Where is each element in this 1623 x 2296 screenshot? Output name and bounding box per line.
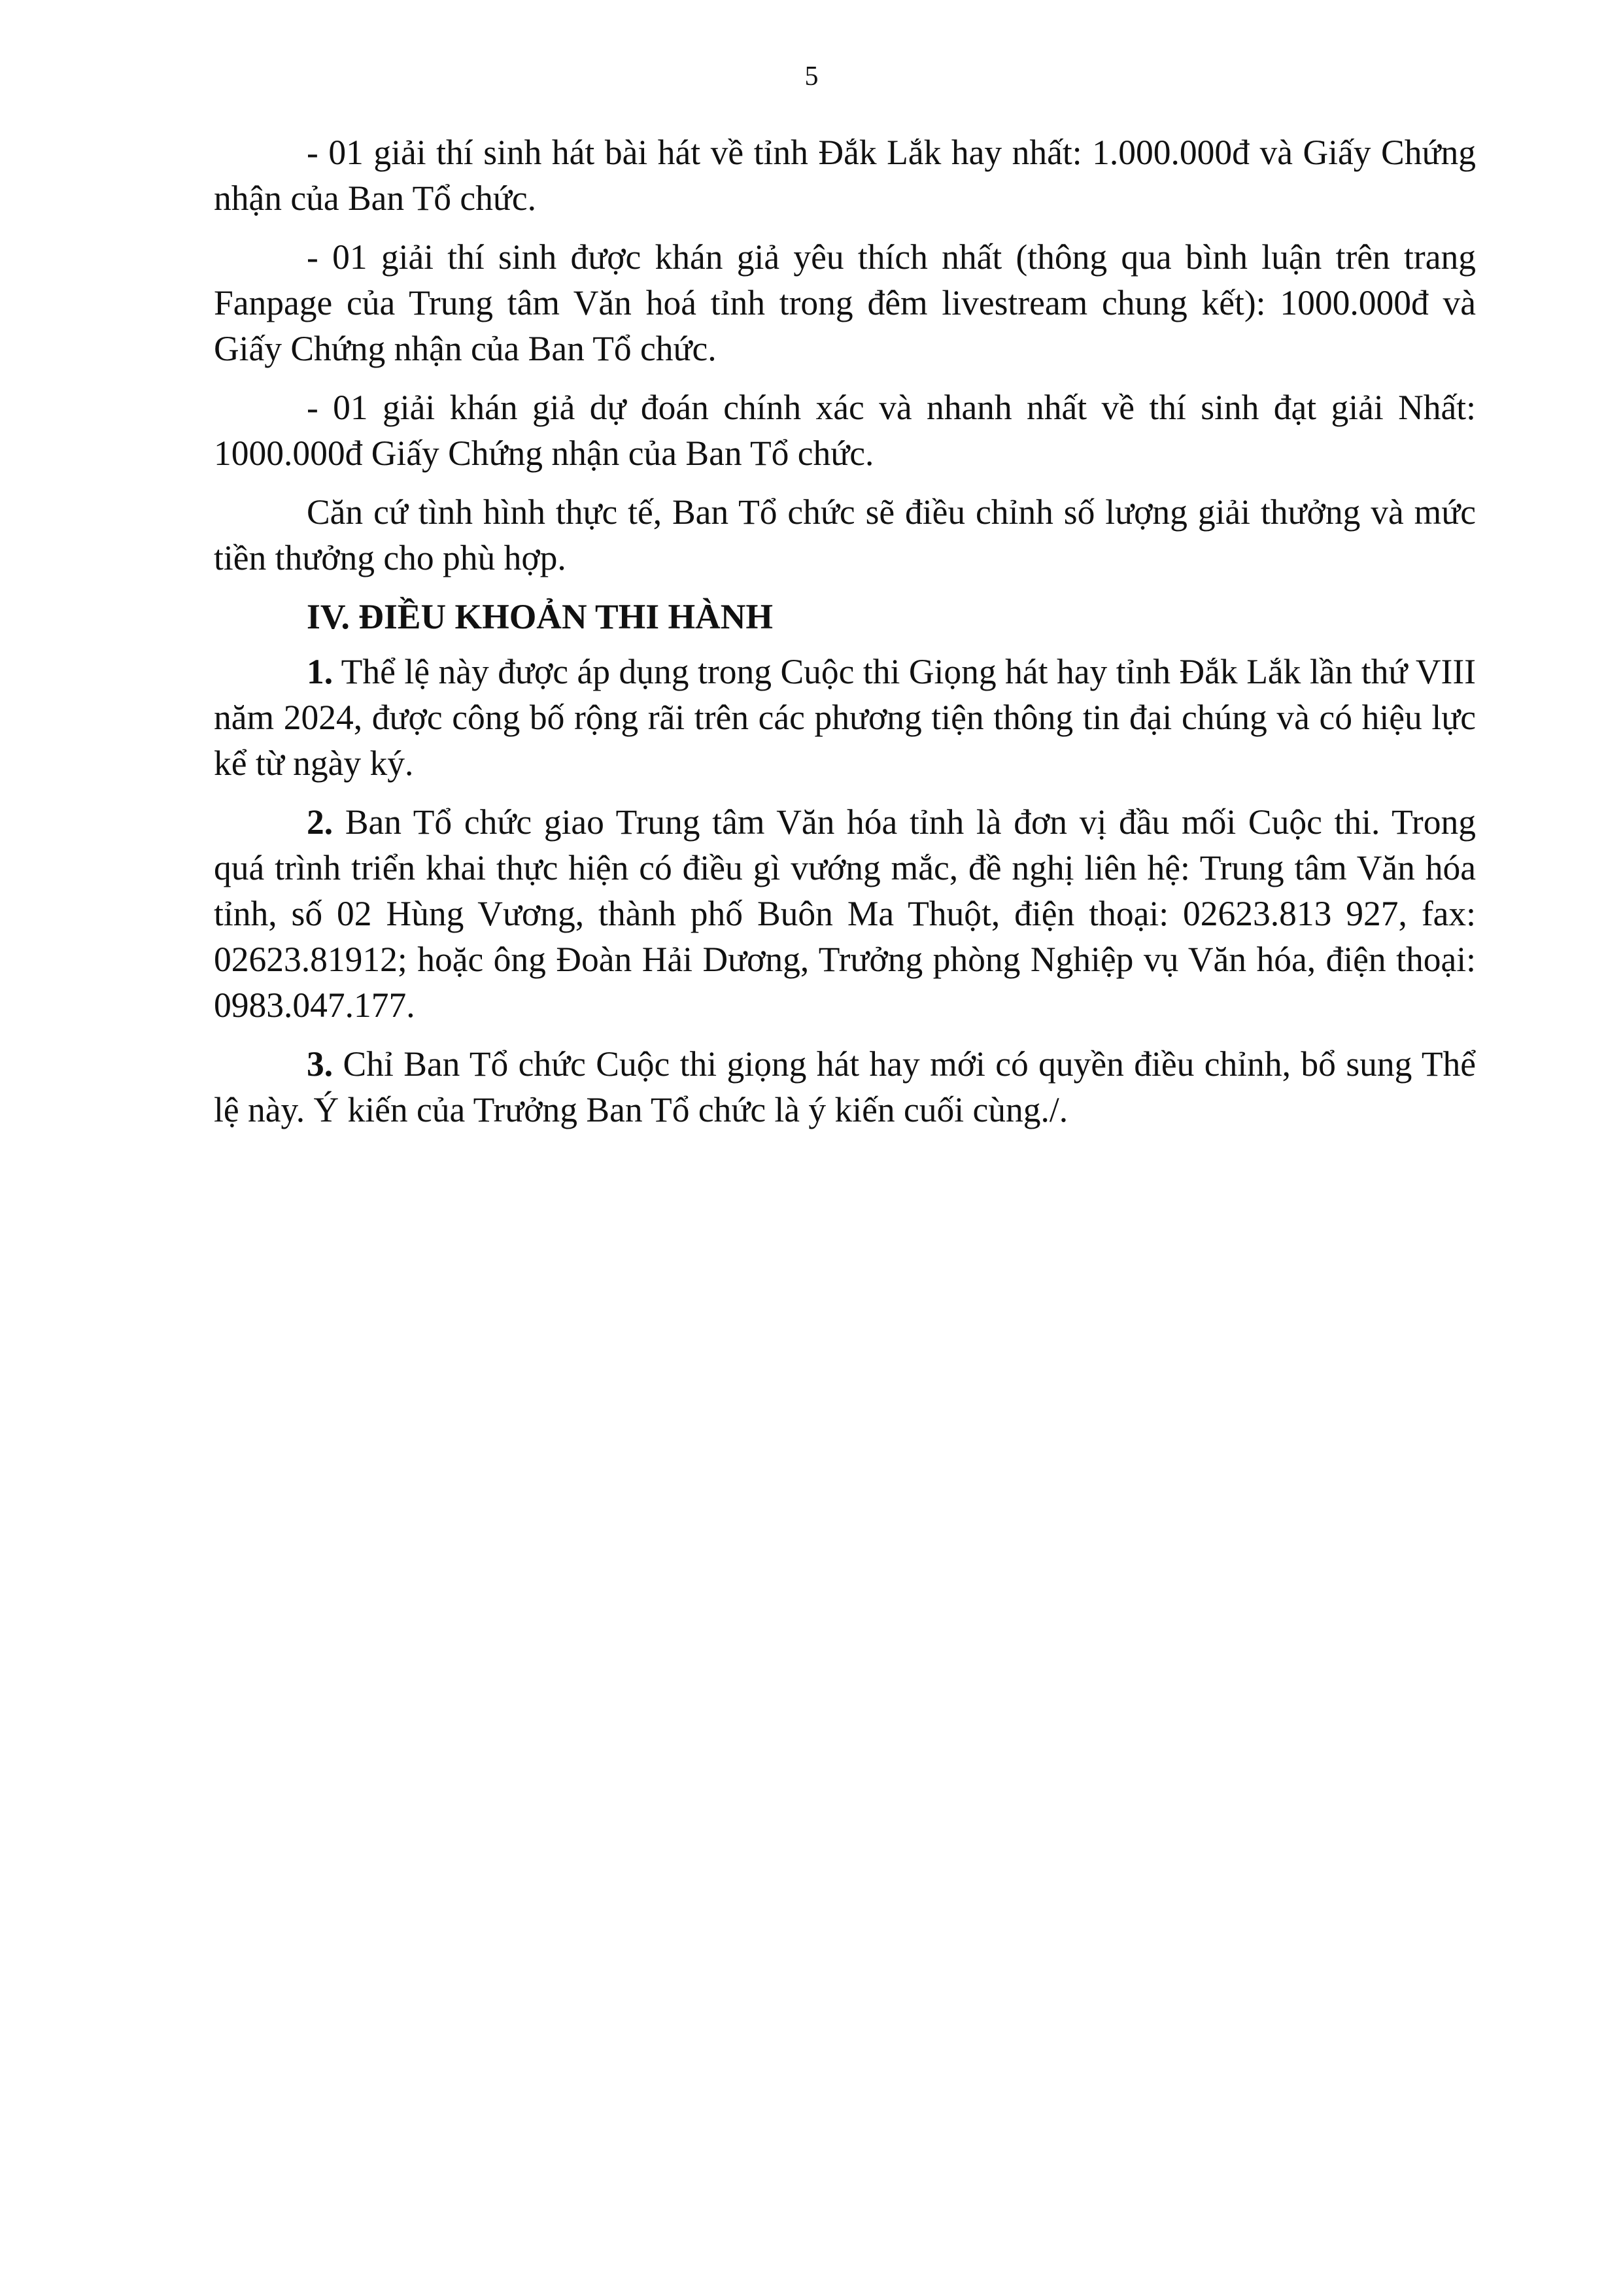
clause-number: 2. (307, 802, 333, 842)
prize-item: - 01 giải thí sinh hát bài hát về tỉnh Đắk Lắk hay nhất: 1.000.000đ và Giấy Chứng nhận của Ban Tổ chức. (214, 133, 1476, 218)
clause-1 (214, 649, 1476, 786)
prize-item: - 01 giải thí sinh được khán giả yêu thích nhất (thông qua bình luận trên trang Fanpage của Trung tâm Văn hoá tỉnh trong đêm livestream chung kết): 1000.000đ và Giấy Chứng nhận của Ban Tổ chức. (214, 237, 1476, 368)
clause-3 (214, 1041, 1476, 1133)
document-body (214, 129, 1476, 1146)
prize-item: - 01 giải khán giả dự đoán chính xác và nhanh nhất về thí sinh đạt giải Nhất: 1000.000đ Giấy Chứng nhận của Ban Tổ chức. (214, 388, 1476, 473)
page-number: 5 (804, 61, 819, 92)
clause-text: Ban Tổ chức giao Trung tâm Văn hóa tỉnh là đơn vị đầu mối Cuộc thi. Trong quá trình triển khai thực hiện có điều gì vướng mắc, đề nghị liên hệ: Trung tâm Văn hóa tỉnh, số 02 Hùng Vương, thành phố Buôn Ma Thuột, điện thoại: 02623.813 927, fax: 02623.81912; hoặc ông Đoàn Hải Dương, Trưởng phòng Nghiệp vụ Văn hóa, điện thoại: 0983.047.177. (214, 802, 1476, 1025)
clause-number: 1. (307, 652, 333, 691)
clause-text: Chỉ Ban Tổ chức Cuộc thi giọng hát hay mới có quyền điều chỉnh, bổ sung Thể lệ này. Ý kiến của Trưởng Ban Tổ chức là ý kiến cuối cùng./. (214, 1044, 1476, 1129)
clause-number: 3. (307, 1044, 333, 1084)
adjustment-note: Căn cứ tình hình thực tế, Ban Tổ chức sẽ điều chỉnh số lượng giải thưởng và mức tiền thưởng cho phù hợp. (214, 492, 1476, 577)
section-heading: IV. ĐIỀU KHOẢN THI HÀNH (307, 597, 773, 636)
clause-text: Thể lệ này được áp dụng trong Cuộc thi Giọng hát hay tỉnh Đắk Lắk lần thứ VIII năm 2024, được công bố rộng rãi trên các phương tiện thông tin đại chúng và có hiệu lực kể từ ngày ký. (214, 652, 1476, 783)
clause-2 (214, 799, 1476, 1028)
